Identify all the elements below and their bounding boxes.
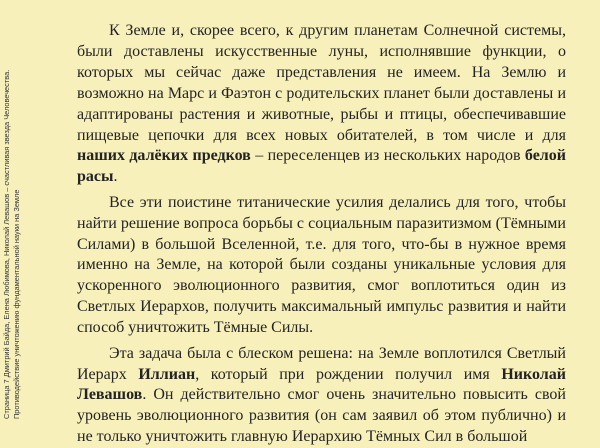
- side-note: [2, 0, 48, 423]
- paragraph-1-bold-1: наших далёких предков: [77, 147, 251, 165]
- side-note-text: [2, 0, 22, 423]
- side-note-line-1: Страница 7 Дмитрий Байда, Елена Любимова, Николай Левашов – счастливая звезда Человечества.: [2, 69, 11, 419]
- paragraph-2: Все эти поистине титанические усилия делались для того, чтобы найти решение вопроса борьбы с социальным паразитизмом (Тёмными Силами) в большой Вселенной, т.е. для того, что-бы в нужное время именно на Земле, на которой были созданы уникальные условия для ускоренного эволюционного развития, смог воплотиться один из Светлых Иерархов, получить максимальный импульс развития и найти способ уничтожить Тёмные Силы.: [77, 193, 566, 337]
- paragraph-1-text-3: .: [113, 168, 118, 186]
- body-text: [77, 21, 566, 448]
- paragraph-3-text-3: . Он действительно смог очень значительно повысить свой уровень эволюционного развития (он сам заявил об этом публично) и не только уничтожить главную Иерархию Тёмных Сил в большой: [77, 386, 566, 446]
- side-note-line-2: Противодействие уничтожению фундаментальной науки на Земле: [12, 189, 21, 419]
- paragraph-1-text-1: К Земле и, скорее всего, к другим планетам Солнечной системы, были доставлены искусственные луны, исполнявшие функции, о которых мы сейчас даже представления не имеем. На Землю и возможно на Марс и Фаэтон с родительских планет были доставлены и адаптированы растения и животные, рыбы и птицы, обеспечивавшие пищевые цепочки для всех новых обитателей, в том числе и для: [77, 22, 566, 144]
- paragraph-1: [77, 21, 566, 188]
- paragraph-3-bold-1: Иллиан: [138, 365, 196, 383]
- paragraph-3-text-1: Эта задача была с блеском решена: на Земле воплотился Светлый Иерарх: [77, 344, 566, 383]
- paragraph-3: [77, 344, 566, 448]
- paragraph-1-bold-2: белой расы: [77, 147, 566, 186]
- paragraph-1-text-2: – переселенцев из нескольких народов: [250, 147, 525, 165]
- paragraph-3-bold-2: Николай Левашов: [77, 365, 566, 404]
- paragraph-3-text-2: , который при рождении получил имя: [195, 365, 502, 383]
